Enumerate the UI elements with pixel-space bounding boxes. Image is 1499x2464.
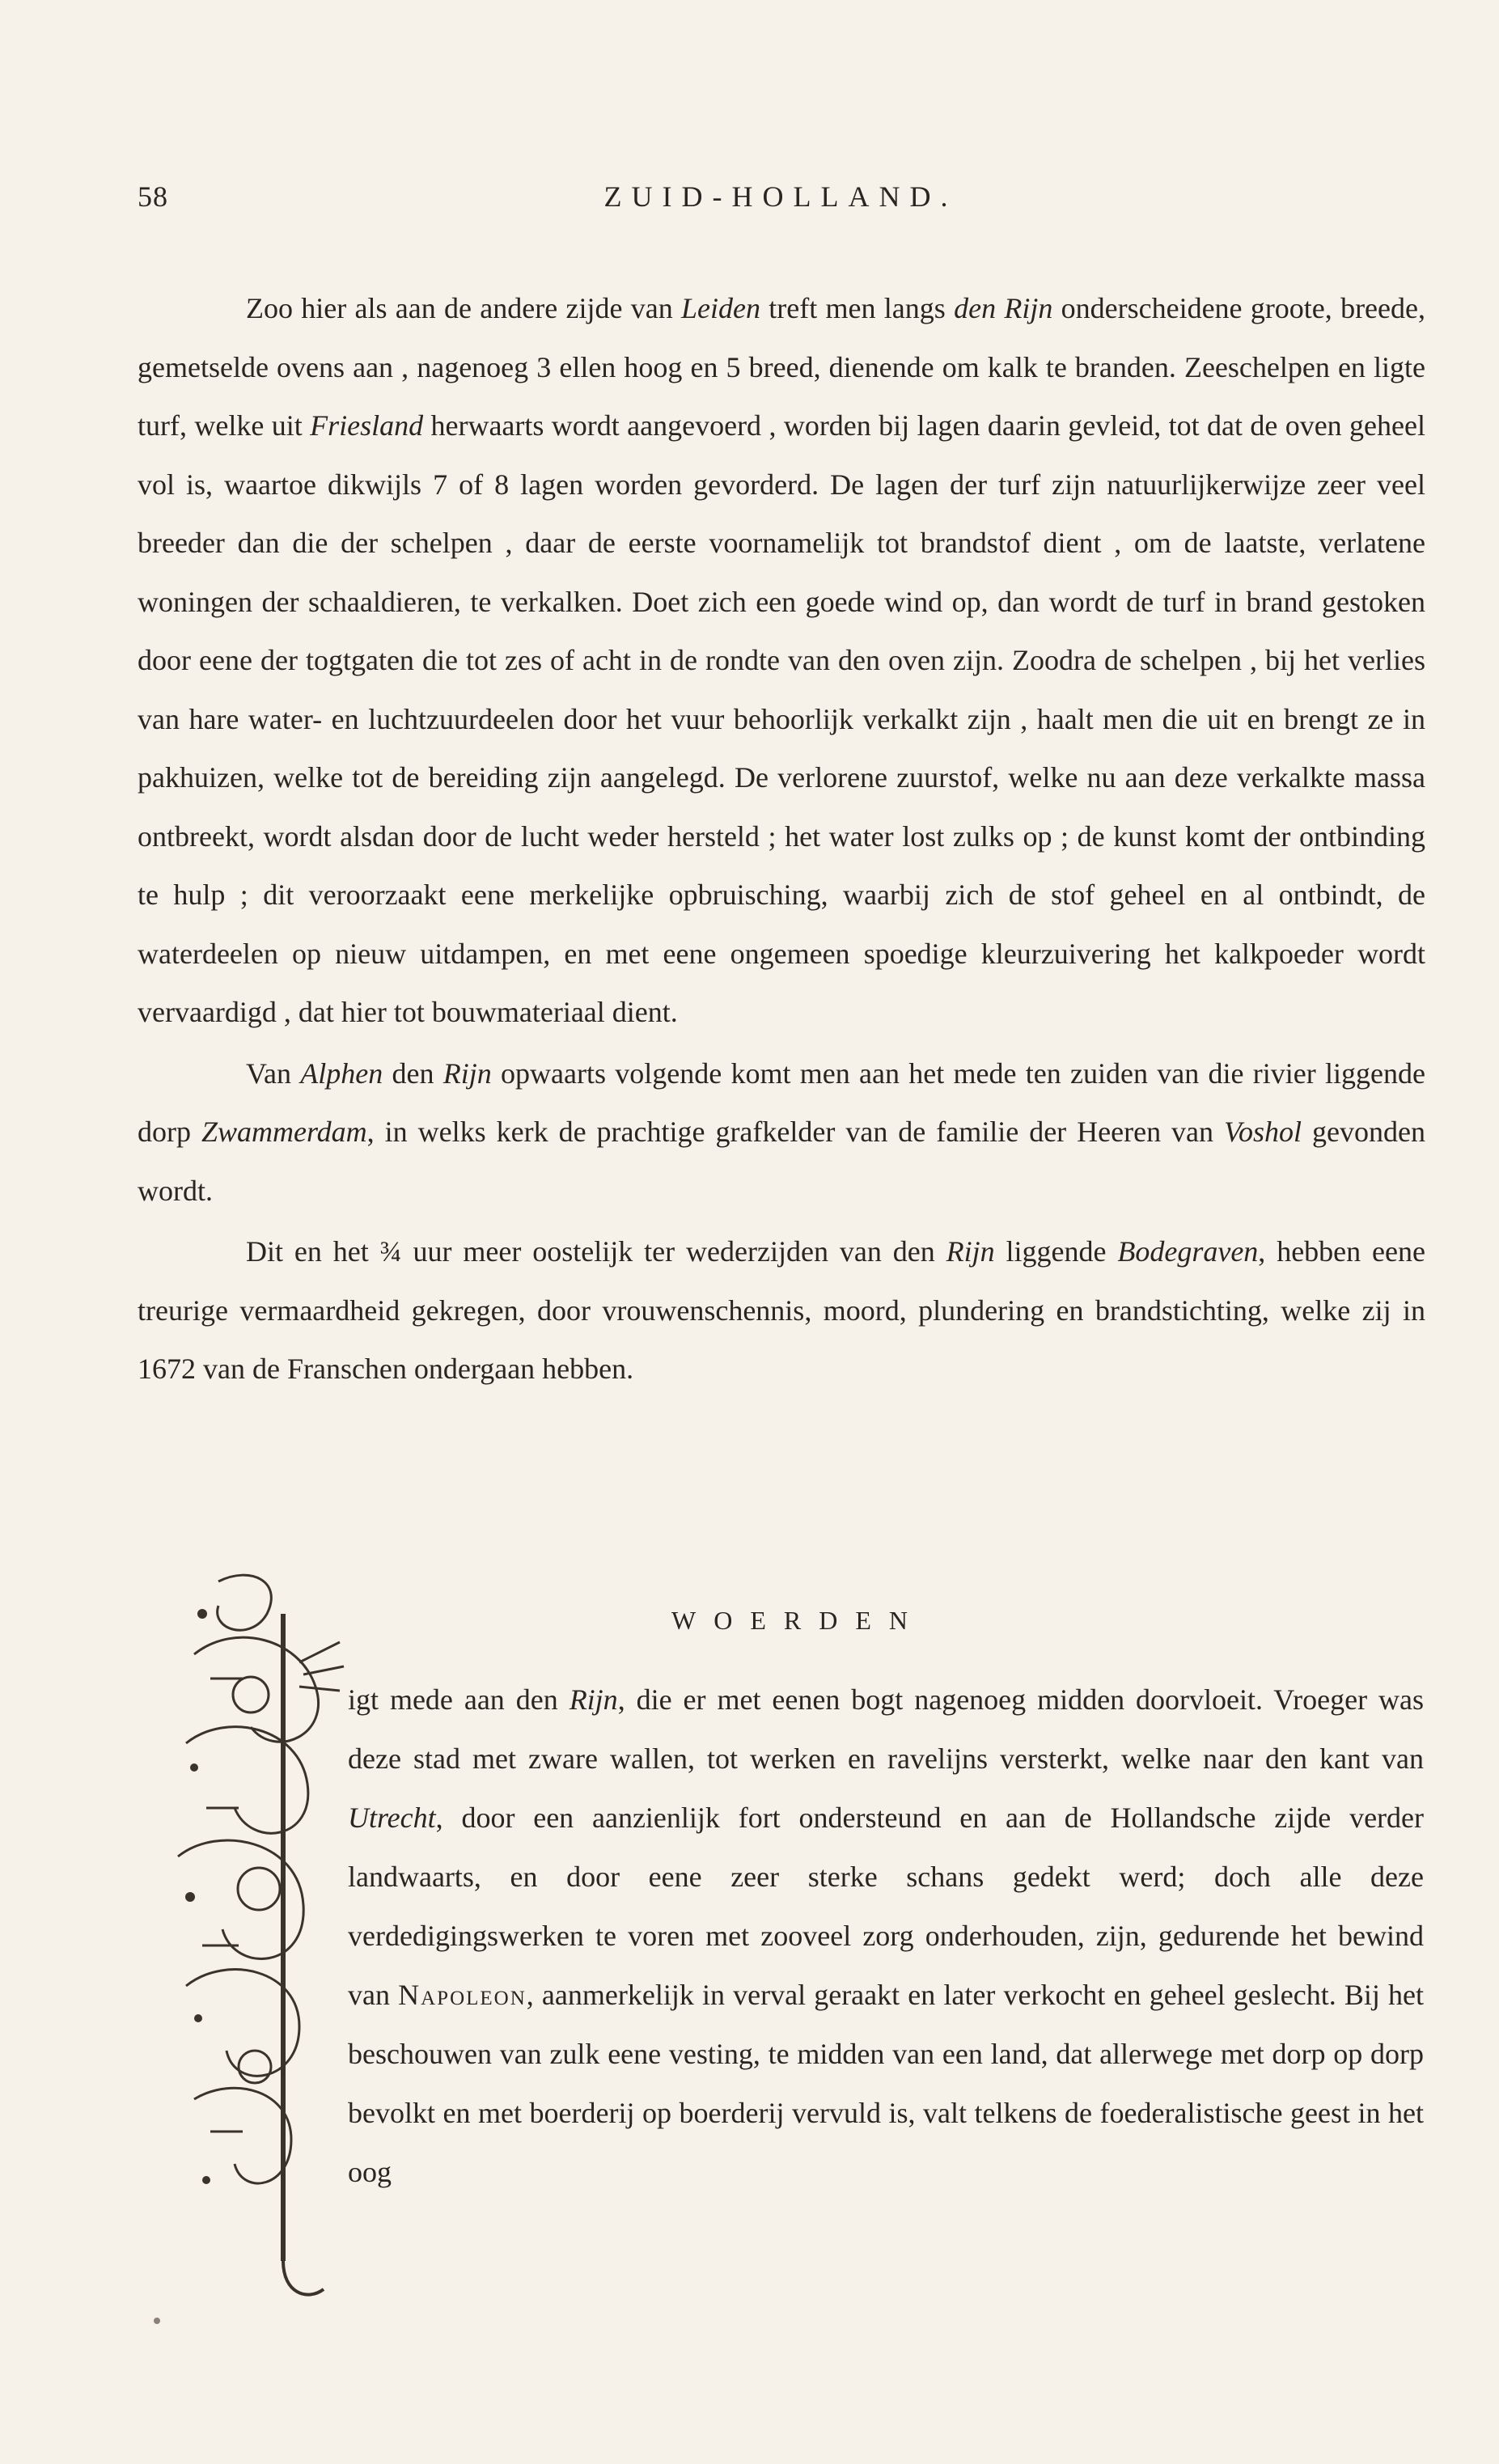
decorative-initial-icon (162, 1565, 356, 2318)
place-name: Zwammerdam (201, 1116, 367, 1148)
paragraph-kalkovens: Zoo hier als aan de andere zijde van Leiden treft men langs den Rijn onderscheidene groote, breede, gemetselde ovens aan , nagenoeg 3 ellen hoog en 5 breed, dienende om kalk te branden. Zeeschelpen en ligte turf, welke uit Friesland herwaarts wordt aangevoerd , worden bij lagen daarin gevleid, tot dat de oven geheel vol is, waartoe dikwijls 7 of 8 lagen worden gevorderd. De lagen der turf zijn natuurlijkerwijze zeer veel breeder dan die der schelpen , daar de eerste voornamelijk tot brandstof dient , om de laatste, verlatene woningen der schaaldieren, te verkalken. Doet zich een goede wind op, dan wordt de turf in brand gestoken door eene der togtgaten die tot zes of acht in de rondte van den oven zijn. Zoodra de schelpen , bij het verlies van hare water- en luchtzuurdeelen door het vuur behoorlijk verkalkt zijn , haalt men die uit en brengt ze in pakhuizen, welke tot de bereiding zijn aangelegd. De verlorene zuurstof, welke nu aan deze verkalkte massa ontbreekt, wordt alsdan door de lucht weder hersteld ; het water lost zulks op ; de kunst komt der ontbinding te hulp ; dit veroorzaakt eene merkelijke opbruisching, waarbij zich de stof geheel en al ontbindt, de waterdeelen op nieuw uitdampen, en met eene ongemeen spoedige kleurzuivering het kalkpoeder wordt vervaardigd , dat hier tot bouwmateriaal dient. (138, 292, 1425, 1028)
section-title: WOERDEN (671, 1606, 925, 1635)
ink-dot (154, 2318, 160, 2324)
place-name: Rijn (946, 1235, 995, 1268)
place-name: Rijn (569, 1683, 618, 1716)
section-woerden (162, 1565, 1424, 2326)
person-name: Napoleon (398, 1979, 527, 2011)
paragraph-zwammerdam: Van Alphen den Rijn opwaarts volgende komt men aan het mede ten zuiden van die rivier liggende dorp Zwammerdam, in welks kerk de prachtige grafkelder van de familie der Heeren van Voshol gevonden wordt. (138, 1056, 1425, 1207)
running-title: ZUID-HOLLAND. (603, 180, 958, 213)
paragraph-bodegraven: Dit en het ¾ uur meer oostelijk ter wederzijden van den Rijn liggende Bodegraven, hebben eene treurige vermaardheid gekregen, door vrouwenschennis, moord, plundering en brandstichting, welke zij in 1672 van de Franschen ondergaan hebben. (138, 1235, 1425, 1385)
page-number: 58 (138, 180, 168, 213)
section-text (348, 1670, 1424, 2202)
body-text (138, 279, 1425, 1399)
place-name: Utrecht (348, 1801, 436, 1834)
place-name: Voshol (1224, 1116, 1302, 1148)
place-name: Friesland (310, 409, 424, 442)
place-name: Bodegraven (1117, 1235, 1259, 1268)
place-name: Alphen (300, 1056, 383, 1090)
place-name: Leiden (681, 292, 761, 324)
paragraph-woerden: igt mede aan den Rijn, die er met eenen bogt nagenoeg midden doorvloeit. Vroeger was deze stad met zware wallen, tot werken en ravelijns versterkt, welke naar den kant van Utrecht, door een aanzienlijk fort ondersteund en aan de Hollandsche zijde verder landwaarts, en door eene zeer sterke schans gedekt werd; doch alle deze verdedigingswerken te voren met zooveel zorg onderhouden, zijn, gedurende het bewind van Napoleon, aanmerkelijk in verval geraakt en later verkocht en geheel geslecht. Bij het beschouwen van zulk eene vesting, te midden van een land, dat allerwege met dorp op dorp bevolkt en met boerderij op boerderij vervuld is, valt telkens de foederalistische geest in het oog (348, 1683, 1424, 2188)
place-name: Rijn (443, 1056, 492, 1090)
page-header (138, 180, 1424, 228)
place-name: den Rijn (954, 292, 1053, 324)
